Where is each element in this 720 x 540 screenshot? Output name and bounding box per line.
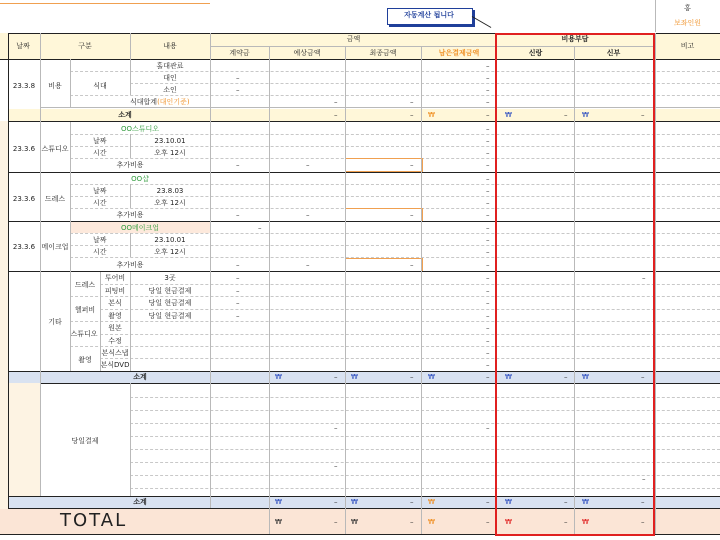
header-estimate: 예상금액	[293, 49, 321, 57]
empty-value-dash: –	[486, 62, 490, 70]
empty-value-dash: –	[486, 175, 490, 183]
dress-time-label: 시간	[93, 199, 107, 207]
etc-dress: 드레스	[74, 281, 96, 289]
grid-vline	[655, 33, 656, 534]
subtotal-dash: –	[641, 518, 645, 526]
currency-mark: ₩	[428, 111, 435, 119]
etc-original: 원본	[108, 324, 122, 332]
empty-value-dash: –	[236, 74, 240, 82]
empty-value-dash: –	[410, 211, 414, 219]
empty-value-dash: –	[258, 224, 262, 232]
etc-dvd: 본식DVD	[100, 361, 130, 369]
empty-value-dash: –	[236, 86, 240, 94]
subtotal-dash: –	[334, 111, 338, 119]
studio-date-value: 23.10.01	[154, 137, 186, 145]
empty-value-dash: –	[486, 161, 490, 169]
empty-value-dash: –	[486, 337, 490, 345]
subtotal-dash: –	[486, 373, 490, 381]
etc-tour-val: 3곳	[164, 274, 176, 282]
empty-value-dash: –	[334, 424, 338, 432]
subtotal-dash: –	[641, 373, 645, 381]
empty-value-dash: –	[334, 462, 338, 470]
empty-value-dash: –	[306, 161, 310, 169]
empty-value-dash: –	[410, 161, 414, 169]
dress-date: 23.3.6	[12, 195, 36, 203]
currency-mark: ₩	[351, 498, 358, 506]
dress-date-value: 23.8.03	[156, 187, 184, 195]
header-remaining: 남은결제금액	[438, 49, 480, 57]
sec1-date: 23.3.8	[12, 82, 36, 90]
etc-shoot: 촬영	[108, 312, 122, 320]
callout-arrow	[472, 16, 492, 28]
empty-value-dash: –	[486, 349, 490, 357]
grid-vline	[70, 59, 71, 107]
studio-time-value: 오후 12시	[154, 149, 186, 157]
empty-value-dash: –	[486, 261, 490, 269]
currency-mark: ₩	[275, 518, 282, 526]
sec1-meal: 식대	[93, 82, 107, 90]
sec1-category: 비용	[48, 82, 62, 90]
header-content: 내용	[163, 42, 177, 50]
grid-vline	[269, 46, 270, 534]
subtotal-dash: –	[334, 518, 338, 526]
etc-fitting-val: 당일 현금결제	[148, 287, 192, 295]
grid-vline	[130, 272, 131, 371]
dress-name: OO샵	[131, 175, 149, 183]
subtotal-dash: –	[410, 373, 414, 381]
empty-value-dash: –	[236, 299, 240, 307]
subtotal-dash: –	[486, 111, 490, 119]
empty-value-dash: –	[486, 125, 490, 133]
sec1-venue-fee: 홀대관료	[156, 62, 184, 70]
sameday-label: 당일결제	[71, 437, 99, 445]
header-contract: 계약금	[229, 49, 250, 57]
empty-value-dash: –	[486, 224, 490, 232]
empty-value-dash: –	[486, 149, 490, 157]
currency-mark: ₩	[428, 373, 435, 381]
currency-mark: ₩	[582, 518, 589, 526]
grid-vline	[70, 122, 71, 371]
header-final: 최종금액	[369, 49, 397, 57]
empty-value-dash: –	[306, 211, 310, 219]
empty-value-dash: –	[486, 424, 490, 432]
empty-value-dash: –	[486, 274, 490, 282]
sec1-adult: 대인	[163, 74, 177, 82]
currency-mark: ₩	[351, 373, 358, 381]
empty-value-dash: –	[236, 287, 240, 295]
currency-mark: ₩	[582, 373, 589, 381]
empty-value-dash: –	[486, 248, 490, 256]
top-orange-strip	[0, 0, 210, 4]
burden-red-frame	[495, 33, 655, 536]
sec1-meal-total-note: (대인기준)	[157, 98, 190, 106]
currency-mark: ₩	[428, 498, 435, 506]
etc-category: 기타	[48, 318, 62, 326]
studio-extra: 추가비용	[116, 161, 144, 169]
empty-value-dash: –	[486, 312, 490, 320]
etc-shoot-val: 당일 현금결제	[148, 312, 192, 320]
currency-mark: ₩	[505, 373, 512, 381]
subtotal-dash: –	[334, 498, 338, 506]
currency-mark: ₩	[505, 498, 512, 506]
empty-value-dash: –	[486, 74, 490, 82]
makeup-name: OO메이크업	[120, 224, 160, 232]
grid-vline	[130, 134, 131, 158]
studio-name: OO스튜디오	[120, 125, 160, 133]
grid-vline	[130, 233, 131, 257]
header-burden-group: 비용부담	[561, 35, 589, 43]
currency-mark: ₩	[505, 111, 512, 119]
grid-vline	[8, 33, 9, 509]
empty-value-dash: –	[486, 86, 490, 94]
etc-main-val: 당일 현금결제	[148, 299, 192, 307]
dress-extra: 추가비용	[116, 211, 144, 219]
sec1-meal-total	[130, 98, 250, 107]
grid-vline	[130, 33, 131, 95]
sec1-meal-total-label: 식대합계	[130, 98, 158, 106]
subtotal-dash: –	[410, 518, 414, 526]
makeup-time-value: 오후 12시	[154, 248, 186, 256]
etc-edit: 수정	[108, 337, 122, 345]
sec1-child: 소인	[163, 86, 177, 94]
etc-film: 촬영	[78, 356, 92, 364]
sameday-subtotal: 소계	[133, 498, 147, 506]
studio-time-label: 시간	[93, 149, 107, 157]
subtotal-dash: –	[641, 111, 645, 119]
empty-value-dash: –	[236, 261, 240, 269]
grid-vline	[130, 383, 131, 496]
etc-subtotal: 소계	[133, 373, 147, 381]
empty-value-dash: –	[334, 98, 338, 106]
subtotal-dash: –	[410, 498, 414, 506]
header-note: 비고	[680, 42, 695, 50]
grid-vline	[421, 46, 422, 534]
grid-vline	[130, 184, 131, 208]
empty-value-dash: –	[410, 261, 414, 269]
makeup-date-value: 23.10.01	[154, 236, 186, 244]
subtotal-dash: –	[564, 498, 568, 506]
header-date: 날짜	[16, 42, 30, 50]
header-groom: 신랑	[528, 49, 543, 57]
subtotal-dash: –	[410, 111, 414, 119]
empty-value-dash: –	[486, 187, 490, 195]
currency-mark: ₩	[582, 498, 589, 506]
makeup-category: 메이크업	[41, 243, 69, 251]
empty-value-dash: –	[486, 137, 490, 145]
etc-snap: 본식스냅	[101, 349, 129, 357]
grid-vline	[100, 272, 101, 371]
etc-fitting: 피팅비	[104, 287, 126, 295]
empty-value-dash: –	[236, 274, 240, 282]
empty-value-dash: –	[486, 287, 490, 295]
auto-calc-callout-text: 자동계산 됩니다	[404, 11, 454, 19]
currency-mark: ₩	[582, 111, 589, 119]
empty-value-dash: –	[486, 236, 490, 244]
empty-value-dash: –	[236, 161, 240, 169]
header-category: 구분	[78, 42, 92, 50]
currency-mark: ₩	[275, 498, 282, 506]
empty-value-dash: –	[486, 98, 490, 106]
etc-hair: 헬퍼비	[74, 306, 96, 314]
makeup-time-label: 시간	[93, 248, 107, 256]
grid-vline	[210, 33, 211, 508]
etc-studio: 스튜디오	[70, 330, 98, 338]
currency-mark: ₩	[428, 518, 435, 526]
grid-vline	[345, 46, 346, 534]
header-amount-group: 금액	[346, 35, 361, 43]
total-label: TOTAL	[60, 510, 128, 531]
header-bride: 신부	[606, 49, 621, 57]
studio-category: 스튜디오	[41, 145, 69, 153]
subtotal-dash: –	[564, 373, 568, 381]
subtotal-dash: –	[564, 111, 568, 119]
subtotal-dash: –	[564, 518, 568, 526]
studio-date: 23.3.6	[12, 145, 36, 153]
left-beige-strip-2	[0, 383, 40, 496]
studio-date-label: 날짜	[93, 137, 107, 145]
currency-mark: ₩	[351, 518, 358, 526]
empty-value-dash: –	[486, 324, 490, 332]
subtotal-dash: –	[334, 373, 338, 381]
staff-label: 보좌인원	[673, 19, 702, 27]
currency-mark: ₩	[275, 373, 282, 381]
empty-value-dash: –	[486, 299, 490, 307]
empty-value-dash: –	[236, 211, 240, 219]
dress-time-value: 오후 12시	[154, 199, 186, 207]
empty-value-dash: –	[486, 199, 490, 207]
currency-mark: ₩	[505, 518, 512, 526]
sec1-subtotal: 소계	[118, 111, 132, 119]
etc-main: 본식	[108, 299, 122, 307]
empty-value-dash: –	[410, 98, 414, 106]
makeup-extra: 추가비용	[116, 261, 144, 269]
dress-date-label: 날짜	[93, 187, 107, 195]
empty-value-dash: –	[486, 211, 490, 219]
subtotal-dash: –	[486, 518, 490, 526]
empty-value-dash: –	[642, 274, 646, 282]
makeup-date-label: 날짜	[93, 236, 107, 244]
corner-label: 홍	[684, 4, 691, 12]
subtotal-dash: –	[641, 498, 645, 506]
empty-value-dash: –	[306, 261, 310, 269]
subtotal-dash: –	[486, 498, 490, 506]
empty-value-dash: –	[642, 475, 646, 483]
etc-tour: 투어비	[104, 274, 126, 282]
grid-vline	[40, 33, 41, 496]
empty-value-dash: –	[236, 312, 240, 320]
empty-value-dash: –	[486, 361, 490, 369]
dress-category: 드레스	[44, 195, 66, 203]
makeup-date: 23.3.6	[12, 243, 36, 251]
